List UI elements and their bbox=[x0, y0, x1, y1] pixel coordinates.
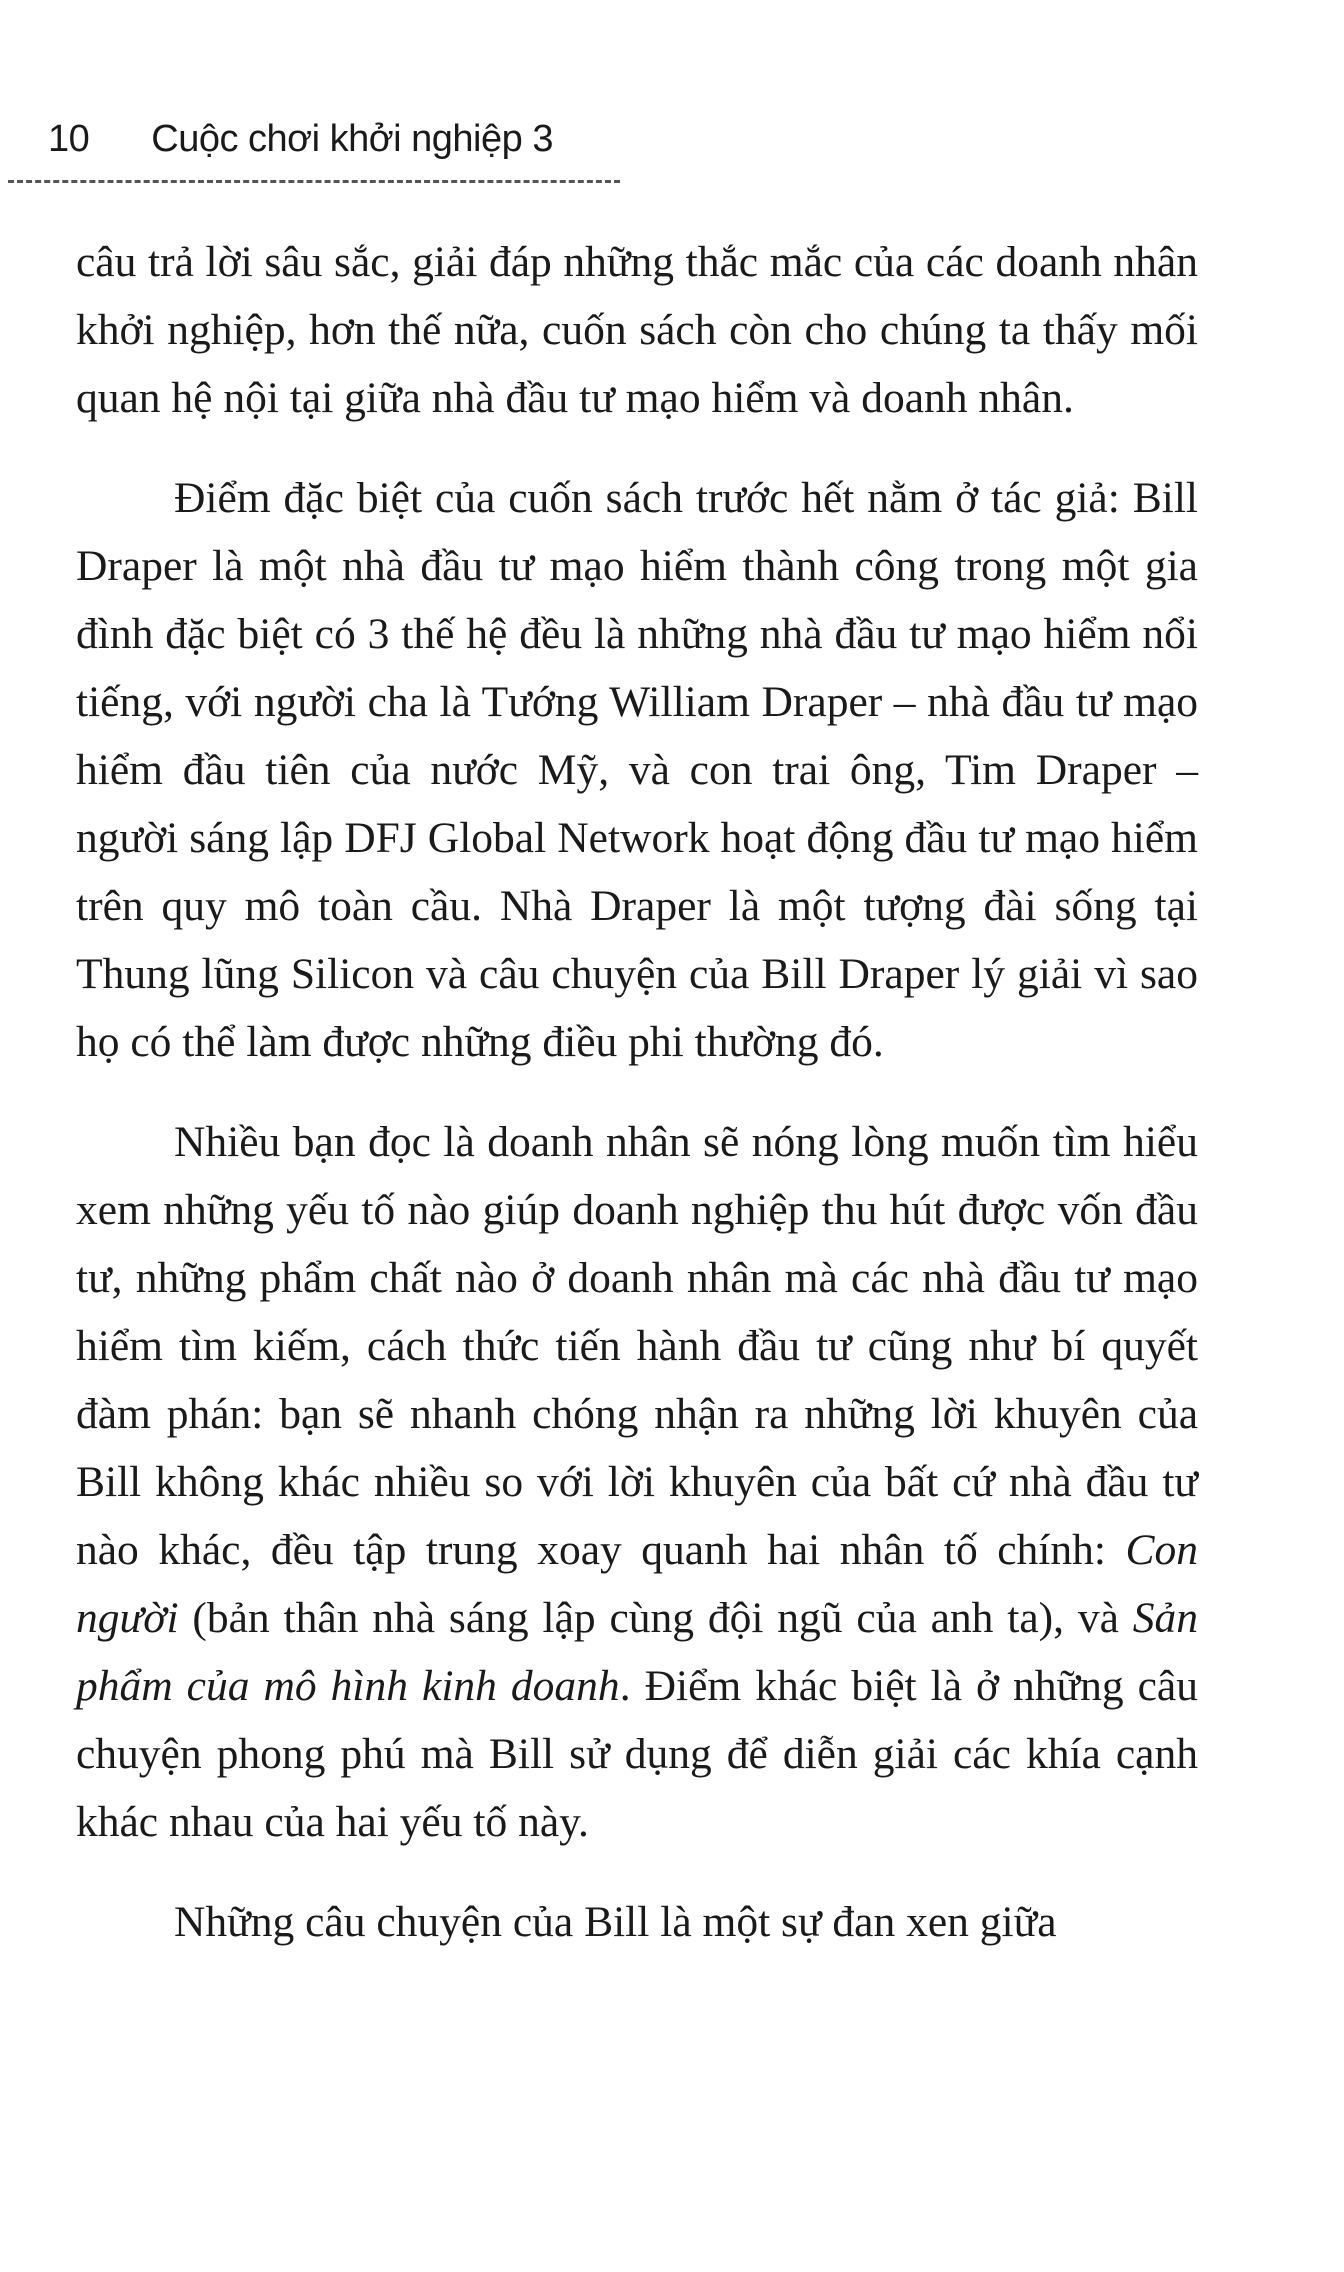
paragraph-continued: câu trả lời sâu sắc, giải đáp những thắc mắc của các doanh nhân khởi nghiệp, hơn thế nữa, cuốn sách còn cho chúng ta thấy mối quan hệ nội tại giữa nhà đầu tư mạo hiểm và doanh nhân. bbox=[76, 238, 1198, 422]
book-title: Cuộc chơi khởi nghiệp 3 bbox=[151, 118, 553, 160]
italic-term-people: Con người bbox=[76, 1526, 1198, 1642]
paragraph-reader-advice bbox=[76, 1108, 1198, 1856]
body-text bbox=[76, 228, 1198, 1956]
paragraph-text-segment: Nhiều bạn đọc là doanh nhân sẽ nóng lòng muốn tìm hiểu xem những yếu tố nào giúp doanh nghiệp thu hút được vốn đầu tư, những phẩm chất nào ở doanh nhân mà các nhà đầu tư mạo hiểm tìm kiếm, cách thức tiến hành đầu tư cũng như bí quyết đàm phán: bạn sẽ nhanh chóng nhận ra những lời khuyên của Bill không khác nhiều so với lời khuyên của bất cứ nhà đầu tư nào khác, đều tập trung xoay quanh hai nhân tố chính: bbox=[76, 1118, 1198, 1574]
header-dashed-divider bbox=[8, 180, 620, 183]
italic-term-product: Sản phẩm của mô hình kinh doanh bbox=[76, 1594, 1198, 1710]
paragraph-text-segment: . Điểm khác biệt là ở những câu chuyện phong phú mà Bill sử dụng để diễn giải các khía cạnh khác nhau của hai yếu tố này. bbox=[76, 1662, 1198, 1846]
running-head bbox=[48, 118, 553, 161]
page-number: 10 bbox=[48, 118, 90, 160]
paragraph-text-segment: (bản thân nhà sáng lập cùng đội ngũ của anh ta), và bbox=[178, 1594, 1133, 1642]
paragraph-author-intro: Điểm đặc biệt của cuốn sách trước hết nằm ở tác giả: Bill Draper là một nhà đầu tư mạo hiểm thành công trong một gia đình đặc biệt có 3 thế hệ đều là những nhà đầu tư mạo hiểm nổi tiếng, với người cha là Tướng William Draper – nhà đầu tư mạo hiểm đầu tiên của nước Mỹ, và con trai ông, Tim Draper – người sáng lập DFJ Global Network hoạt động đầu tư mạo hiểm trên quy mô toàn cầu. Nhà Draper là một tượng đài sống tại Thung lũng Silicon và câu chuyện của Bill Draper lý giải vì sao họ có thể làm được những điều phi thường đó. bbox=[76, 474, 1198, 1066]
paragraph-stories: Những câu chuyện của Bill là một sự đan xen giữa bbox=[174, 1898, 1057, 1946]
